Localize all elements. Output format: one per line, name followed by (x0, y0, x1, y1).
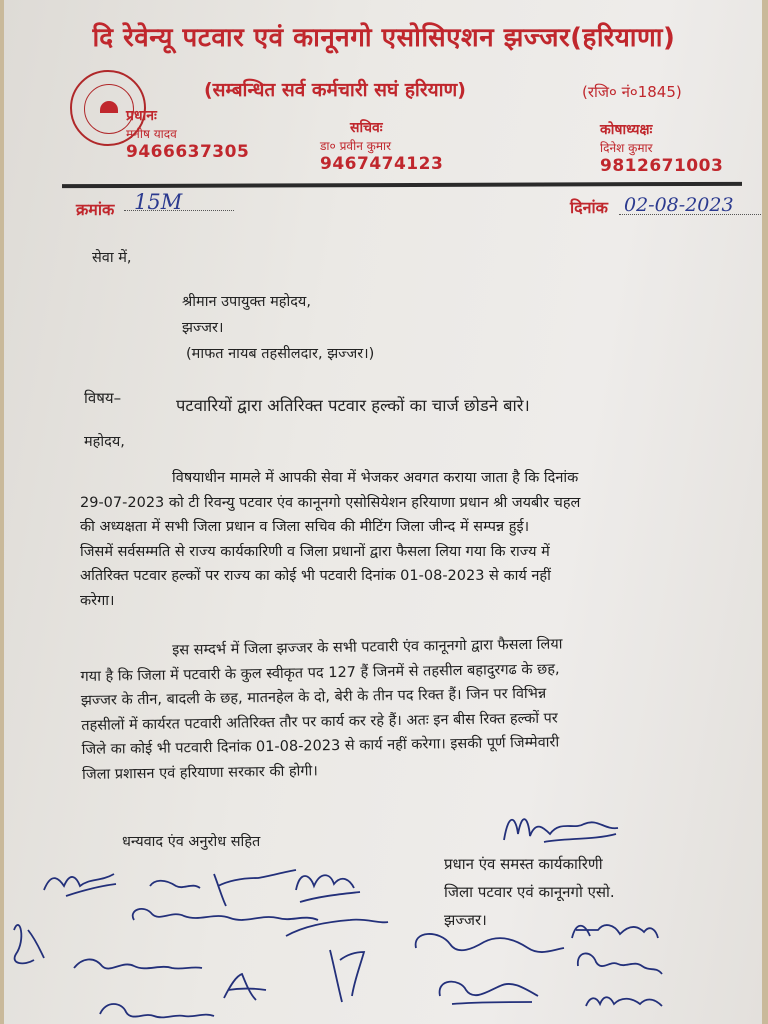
subject-label: विषय– (84, 389, 122, 407)
ref-number: 15M (134, 190, 183, 214)
paragraph-1-line: करेगा। (80, 592, 115, 609)
paragraph-1-line: जिसमें सर्वसम्मति से राज्य कार्यकारिणी व जिला प्रधानों द्वारा फैसला लिया गया कि राज्य में (80, 543, 550, 560)
paragraph-1-line: 29-07-2023 को टी रिवन्यु पटवार एंव कानूनगो एसोसियेशन हरियाणा प्रधान श्री जयबीर चहल (80, 494, 581, 511)
secretary-phone: 9467474123 (320, 154, 444, 174)
salutation: महोदय, (84, 434, 125, 450)
closing-line: धन्यवाद एंव अनुरोध सहित (122, 834, 261, 850)
signature-6 (14, 925, 44, 963)
paragraph-2-line: इस सम्दर्भ में जिला झज्जर के सभी पटवारी एंव कानूनगो द्वारा फैसला लिया (172, 636, 563, 659)
seva-line: सेवा में, (92, 250, 132, 266)
signature-sandeep-patwari (133, 909, 318, 920)
signature-4 (296, 875, 360, 902)
secretary-name: डा० प्रवीन कुमार (320, 139, 392, 153)
signature-10 (416, 934, 564, 952)
treasurer-label: कोषाध्यक्षः (600, 122, 653, 138)
paragraph-2-line: गया है कि जिला में पटवारी के कुल स्वीकृत पद 127 हैं जिनमें से तहसील बहादुरगढ के छह, (80, 660, 560, 685)
president-phone: 9466637305 (126, 142, 250, 162)
addressee-line-2: झज्जर। (182, 320, 224, 336)
signatures-area (4, 790, 762, 1024)
treasurer-block (600, 120, 723, 176)
sign-block-line-3: झज्जर। (444, 911, 487, 929)
sign-block-line-1: प्रधान एंव समस्त कार्यकारिणी (444, 855, 603, 873)
paragraph-2-line: तहसीलों में कार्यरत पटवारी अतिरिक्त तौर पर कार्य कर रहे हैं। अतः इन बीस रिक्त हल्कों पर (81, 710, 558, 734)
signature-ashok (572, 925, 658, 938)
ref-label: क्रमांक (76, 200, 115, 219)
org-subtitle: (सम्बन्धित सर्व कर्मचारी सघं हरियाण) (204, 79, 466, 101)
paragraph-2-line: जिला प्रशासन एवं हरियाणा सरकार की होगी। (81, 762, 318, 783)
paragraph-1-line: अतिरिक्त पटवार हल्कों पर राज्य का कोई भी पटवारी दिनांक 01-08-2023 से कार्य नहीं (80, 568, 551, 584)
registration-number: (रजि० नं०1845) (582, 83, 682, 101)
letterhead-divider (62, 182, 742, 188)
signature-11 (440, 982, 538, 1004)
president-label: प्रधानः (126, 108, 157, 124)
president-name: मनीष यादव (126, 127, 177, 141)
treasurer-name: दिनेश कुमार (600, 141, 653, 155)
date-label: दिनांक (570, 198, 608, 217)
signature-2 (150, 881, 200, 888)
paragraph-2-line: झज्जर के तीन, बादली के छह, मातनहेल के दो, बेरी के तीन पद रिक्त हैं। जिन पर विभिन्न (80, 685, 547, 709)
secretary-block (320, 118, 443, 174)
signature-1 (44, 874, 116, 896)
paragraph-2 (80, 630, 692, 787)
president-signature (504, 819, 618, 842)
signature-7 (74, 959, 202, 968)
sign-block-line-2: जिला पटवार एवं कानूनगो एसो. (444, 883, 615, 901)
subject-text: पटवारियों द्वारा अतिरिक्त पटवार हल्कों का चार्ज छोडने बारे। (176, 396, 530, 415)
signature-manraj (586, 997, 662, 1006)
addressee-line-1: श्रीमान उपायुक्त महोदय, (182, 294, 311, 310)
treasurer-phone: 9812671003 (600, 156, 724, 176)
signature-5 (286, 920, 388, 936)
org-title: दि रेवेन्यू पटवार एवं कानूनगो एसोसिएशन झज्जर(हरियाणा) (92, 23, 676, 53)
letter-page (4, 0, 762, 1024)
signature-dinesh (100, 1004, 214, 1017)
signature-3 (214, 870, 296, 906)
addressee-line-3: (माफत नायब तहसीलदार, झज्जर।) (186, 346, 375, 362)
signature-dairo (578, 953, 662, 974)
paragraph-1-line: की अध्यक्षता में सभी जिला प्रधान व जिला सचिव की मीटिंग जिला जीन्द में सम्पन्न हुई। (80, 519, 530, 535)
paragraph-2-line: जिले का कोई भी पटवारी दिनांक 01-08-2023 से कार्य नहीं करेगा। इसकी पूर्ण जिम्मेवारी (81, 734, 560, 758)
president-block (126, 106, 249, 162)
date-value: 02-08-2023 (624, 194, 734, 216)
signature-8 (224, 974, 266, 1000)
secretary-label: सचिवः (350, 120, 383, 136)
signature-9 (330, 950, 364, 1002)
paragraph-1 (80, 466, 688, 613)
paragraph-1-line: विषयाधीन मामले में आपकी सेवा में भेजकर अवगत कराया जाता है कि दिनांक (172, 470, 579, 486)
